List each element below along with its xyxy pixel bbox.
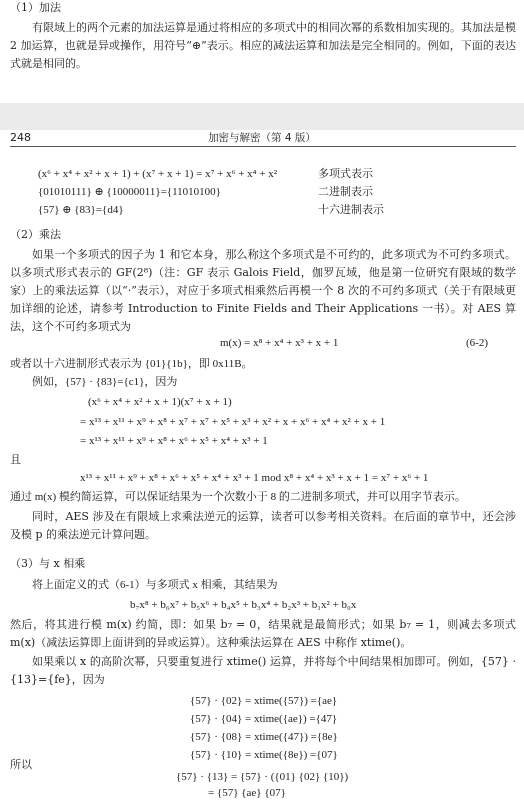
- section-heading-xtime: （3）与 x 相乘: [10, 557, 86, 570]
- inverse-paragraph: 同时，AES 涉及在有限域上求乘法逆元的运算，读者可以参考相关资料。在后面的章节中，还会涉及模 p 的乘法逆元计算问题。: [10, 510, 516, 541]
- xtime-paragraph-1: 然后，将其进行模 m(x) 约简，即：如果 b₇ = 0，结果就是最简形式；如果 b₇ = 1，则减去多项式 m(x)（减法运算即上面讲到的异或运算）。这种乘法运算在 AES 中称作 xtime()。: [10, 618, 516, 649]
- addition-label-binary: 二进制表示: [318, 186, 373, 198]
- addition-label-hex: 十六进制表示: [318, 204, 384, 216]
- page-number: 248: [10, 131, 31, 144]
- page-gap: [0, 103, 524, 130]
- addition-expr-hex: {57} ⊕ {83}={d4}: [38, 204, 124, 216]
- and-word: 且: [10, 454, 21, 466]
- addition-paragraph: 有限域上的两个元素的加法运算是通过将相应的多项式中的相同次幂的系数相加实现的。其加法是模 2 加运算，也就是异或操作，用符号“⊕”表示。相应的减法运算和加法是完全相同的。例如，下面的表达式就是相同的。: [10, 21, 516, 70]
- equation-number: (6-2): [466, 337, 488, 349]
- mod-line: x¹³ + x¹¹ + x⁹ + x⁸ + x⁶ + x⁵ + x⁴ + x³ + 1 mod x⁸ + x⁴ + x³ + x + 1 = x⁷ + x⁶ + 1: [80, 472, 429, 484]
- example-intro: 例如，{57} · {83}={c1}，因为: [32, 376, 178, 388]
- final-line-1: {57} · {13} = {57} · ({01} {02} {10}): [176, 771, 349, 783]
- section-heading-multiply: （2）乘法: [10, 228, 61, 241]
- final-line-2: = {57} {ae} {07}: [208, 787, 286, 799]
- xtime-intro: 将上面定义的式（6-1）与多项式 x 相乘，其结果为: [32, 579, 278, 591]
- hex-form-line: 或者以十六进制形式表示为 {01}{1b}，即 0x11B。: [10, 358, 253, 370]
- xtime-step-3: {57} · {08} = xtime({47}) ={8e}: [190, 731, 338, 743]
- xtime-step-1: {57} · {02} = xtime({57}) ={ae}: [190, 695, 338, 707]
- reduce-line: 通过 m(x) 模约简运算，可以保证结果为一个次数小于 8 的二进制多项式，并可以用字节表示。: [10, 491, 466, 503]
- xtime-step-4: {57} · {10} = xtime({8e}) ={07}: [190, 749, 338, 761]
- section-heading-addition: （1）加法: [10, 1, 61, 14]
- calc-line-3: = x¹³ + x¹¹ + x⁹ + x⁸ + x⁶ + x⁵ + x⁴ + x³ + 1: [80, 435, 268, 447]
- calc-line-2: = x¹³ + x¹¹ + x⁹ + x⁸ + x⁷ + x⁷ + x⁵ + x³ + x² + x + x⁶ + x⁴ + x² + x + 1: [80, 416, 386, 428]
- xtime-paragraph-2: 如果乘以 x 的高阶次幂，只要重复进行 xtime() 运算，并将每个中间结果相加即可。例如，{57} · {13}={fe}，因为: [10, 655, 516, 686]
- xtime-polynomial: b₇x⁸ + b₆x⁷ + b₅x⁶ + b₄x⁵ + b₃x⁴ + b₂x³ + b₁x² + b₀x: [130, 599, 357, 611]
- xtime-step-2: {57} · {04} = xtime({ae}) ={47}: [190, 713, 338, 725]
- addition-expr-binary: {01010111} ⊕ {10000011}={11010100}: [38, 186, 221, 198]
- so-word: 所以: [10, 759, 32, 771]
- calc-line-1: (x⁶ + x⁴ + x² + x + 1)(x⁷ + x + 1): [88, 396, 232, 408]
- addition-label-poly: 多项式表示: [318, 168, 373, 180]
- multiply-paragraph: 如果一个多项式的因子为 1 和它本身，那么称这个多项式是不可约的，此多项式为不可约多项式。以多项式形式表示的 GF(2⁸)（注：GF 表示 Galois Field，伽罗瓦域，他是第一位研究有限域的数学家）上的乘法运算（以“·”表示），对应于多项式相乘然后再模一个 8 次的不可约多项式（关于有限域更加详细的论述，请参考 Introduction to Finite Fields and Their Applications 一书）。对 AES 算法，这个不可约多项式为: [10, 248, 516, 333]
- irreducible-polynomial: m(x) = x⁸ + x⁴ + x³ + x + 1: [220, 337, 339, 349]
- addition-expr-poly: (x⁶ + x⁴ + x² + x + 1) + (x⁷ + x + 1) = x⁷ + x⁶ + x⁴ + x²: [38, 168, 277, 180]
- book-title: 加密与解密（第 4 版）: [208, 132, 316, 144]
- header-rule: [10, 146, 516, 147]
